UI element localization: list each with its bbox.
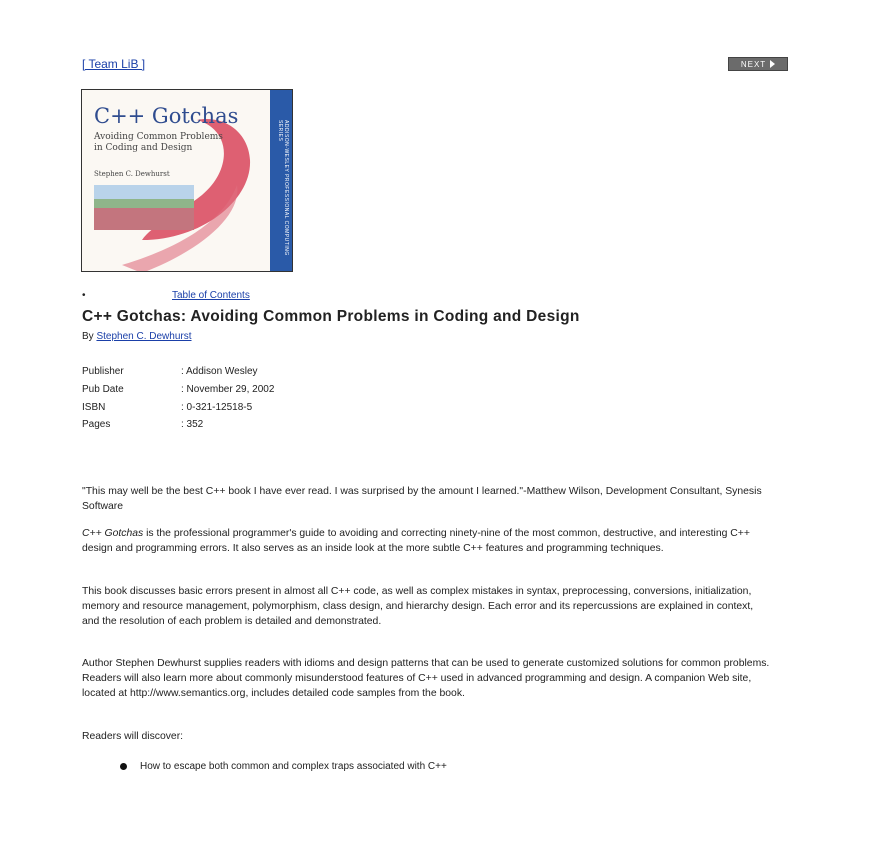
cover-photo-sky (94, 185, 194, 199)
list-item (120, 761, 447, 772)
next-button[interactable] (728, 57, 788, 71)
cover-photo-flowers (94, 208, 194, 230)
meta-value-pub-date: : November 29, 2002 (181, 384, 275, 395)
team-lib-link[interactable]: [ Team LiB ] (82, 57, 146, 71)
list-item-text: How to escape both common and complex traps associated with C++ (140, 761, 447, 772)
description-paragraph-2: This book discusses basic errors present in almost all C++ code, as well as complex mistakes in syntax, preprocessing, conversions, initialization, memory and resource management, polymorphism, class design, and hierarchy design. Each error and its repercussions are explained in context, and the resolution of each problem is detailed and demonstrated. (82, 586, 754, 627)
byline-prefix: By (82, 331, 97, 342)
meta-label-pages: Pages (82, 419, 111, 430)
cover-subtitle-line1: Avoiding Common Problems (94, 132, 223, 142)
book-title: C++ Gotchas: Avoiding Common Problems in Coding and Design (82, 308, 580, 325)
cover-subtitle (94, 132, 264, 154)
meta-value-isbn: : 0-321-12518-5 (181, 402, 253, 413)
next-arrow-icon (770, 60, 775, 68)
cover-title: C++ Gotchas (94, 104, 239, 128)
meta-label-isbn: ISBN (82, 402, 106, 413)
byline (82, 331, 192, 342)
meta-label-publisher: Publisher (82, 366, 124, 377)
cover-author: Stephen C. Dewhurst (94, 170, 170, 178)
book-title-italic: C++ Gotchas (82, 528, 144, 539)
cover-spine-text: ADDISON-WESLEY PROFESSIONAL COMPUTING SERIES (277, 120, 289, 256)
cover-subtitle-line2: in Coding and Design (94, 143, 193, 153)
review-quote: "This may well be the best C++ book I have ever read. I was surprised by the amount I learned."-Matthew Wilson, Development Consultant, Synesis Software (82, 486, 762, 512)
author-link[interactable]: Stephen C. Dewhurst (96, 331, 192, 342)
description-paragraph-3: Author Stephen Dewhurst supplies readers with idioms and design patterns that can be used to generate customized solutions for common problems. Readers will also learn more about commonly misunderstood features of C++ used in advanced programming and design. A companion Web site, located at http://www.semantics.org, includes detailed code samples from the book. (82, 658, 770, 699)
description-paragraph-1-text: is the professional programmer's guide to avoiding and correcting ninety-nine of the most common, destructive, and interesting C++ design and programming errors. It also serves as an inside look at the more subtle C++ features and programming techniques. (82, 528, 750, 554)
book-cover-image (81, 89, 293, 272)
bullet-icon (120, 763, 127, 770)
meta-value-publisher: : Addison Wesley (181, 366, 258, 377)
toc-bullet: • (82, 290, 86, 301)
readers-heading: Readers will discover: (82, 731, 184, 742)
meta-label-pub-date: Pub Date (82, 384, 124, 395)
description-paragraph-1 (82, 526, 772, 556)
table-of-contents-link[interactable]: Table of Contents (172, 290, 250, 301)
meta-value-pages: : 352 (181, 419, 204, 430)
next-label: NEXT (740, 59, 767, 69)
